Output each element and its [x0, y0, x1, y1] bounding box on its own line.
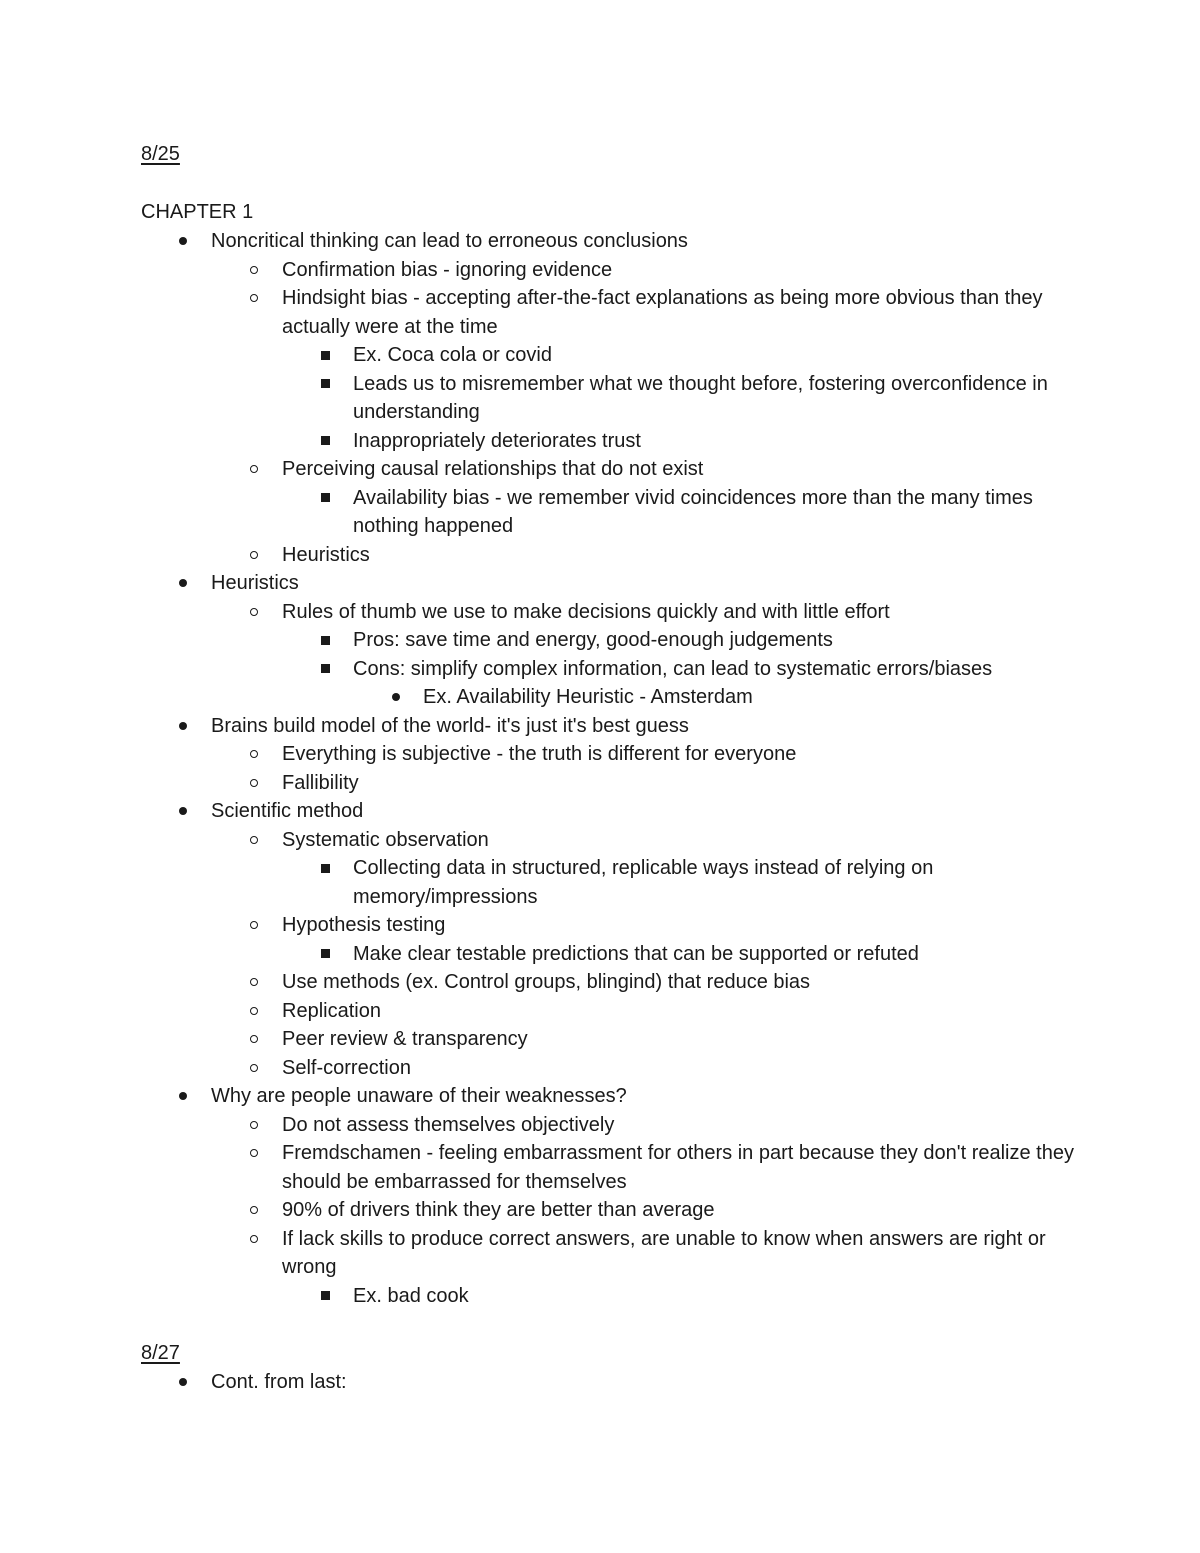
chapter-heading: CHAPTER 1: [141, 201, 254, 223]
list-item-text: If lack skills to produce correct answers, are unable to know when answers are right or wrong: [282, 1227, 1046, 1278]
bullet-mark: [179, 1092, 187, 1100]
hollow-circle-icon: [244, 541, 264, 570]
list-item: [141, 1111, 1101, 1140]
bullet-mark: [250, 1235, 258, 1243]
list-item: [141, 854, 1101, 911]
list-item-text: Replication: [282, 999, 381, 1022]
list-item-text: Make clear testable predictions that can be supported or refuted: [353, 942, 919, 965]
hollow-circle-icon: [244, 256, 264, 285]
list-item: [141, 655, 1101, 684]
list-item: [141, 1054, 1101, 1083]
list-item-text: Ex. Coca cola or covid: [353, 344, 552, 366]
list-item-text: Fremdschamen - feeling embarrassment for others in part because they don't realize they should be embarrassed for themselves: [282, 1142, 1074, 1193]
bullet-mark: [250, 1149, 258, 1157]
hollow-circle-icon: [244, 1196, 264, 1225]
list-item-text: Rules of thumb we use to make decisions quickly and with little effort: [282, 600, 890, 623]
hollow-circle-icon: [244, 740, 264, 769]
list-item: [141, 1368, 1101, 1397]
list-item: [141, 797, 1101, 826]
list-item-text: Cons: simplify complex information, can lead to systematic errors/biases: [353, 657, 993, 680]
filled-square-icon: [315, 655, 335, 684]
list-item: [141, 1282, 1101, 1311]
blank-line: [141, 1310, 1101, 1339]
bullet-mark: [250, 779, 258, 787]
section-date: 8/25: [141, 143, 180, 165]
list-item-text: Inappropriately deteriorates trust: [353, 429, 641, 452]
hollow-circle-icon: [244, 997, 264, 1026]
filled-square-icon: [315, 341, 335, 370]
list-item-text: Why are people unaware of their weaknesses?: [211, 1085, 627, 1107]
list-item-text: Cont. from last:: [211, 1371, 347, 1393]
hollow-circle-icon: [244, 455, 264, 484]
bullet-mark: [250, 836, 258, 844]
hollow-circle-icon: [244, 1111, 264, 1140]
hollow-circle-icon: [244, 284, 264, 313]
bullet-mark: [250, 608, 258, 616]
filled-circle-icon: [173, 569, 193, 598]
filled-circle-icon: [386, 683, 406, 712]
list-item-text: Leads us to misremember what we thought before, fostering overconfidence in understanding: [353, 372, 1048, 423]
list-item: [141, 227, 1101, 256]
bullet-mark: [179, 722, 187, 730]
list-item: [141, 826, 1101, 855]
list-item-text: Heuristics: [282, 543, 370, 566]
bullet-mark: [250, 1035, 258, 1043]
list-item: [141, 1025, 1101, 1054]
bullet-mark: [321, 949, 330, 958]
list-item: [141, 541, 1101, 570]
list-item-text: Perceiving causal relationships that do not exist: [282, 458, 704, 480]
bullet-mark: [179, 579, 187, 587]
bullet-mark: [250, 294, 258, 302]
filled-square-icon: [315, 854, 335, 883]
hollow-circle-icon: [244, 769, 264, 798]
filled-square-icon: [315, 370, 335, 399]
list-item-text: Heuristics: [211, 572, 299, 594]
list-item: [141, 370, 1101, 427]
bullet-mark: [250, 1064, 258, 1072]
filled-circle-icon: [173, 712, 193, 741]
list-item-text: Noncritical thinking can lead to erroneous conclusions: [211, 230, 688, 252]
list-item-text: Ex. bad cook: [353, 1284, 469, 1307]
list-item: [141, 911, 1101, 940]
list-item: [141, 455, 1101, 484]
bullet-mark: [250, 750, 258, 758]
list-item-text: Use methods (ex. Control groups, blingind) that reduce bias: [282, 971, 811, 993]
list-item-text: Fallibility: [282, 771, 359, 794]
list-item: [141, 683, 1101, 712]
list-item-text: Peer review & transparency: [282, 1028, 528, 1050]
list-item-text: Collecting data in structured, replicable ways instead of relying on memory/impressions: [353, 857, 934, 908]
list-item: [141, 598, 1101, 627]
list-item: [141, 256, 1101, 285]
filled-square-icon: [315, 626, 335, 655]
list-item: [141, 284, 1101, 341]
hollow-circle-icon: [244, 1054, 264, 1083]
list-item: [141, 740, 1101, 769]
list-item-text: Hypothesis testing: [282, 914, 446, 936]
list-item-text: Ex. Availability Heuristic - Amsterdam: [423, 686, 753, 708]
hollow-circle-icon: [244, 968, 264, 997]
filled-square-icon: [315, 427, 335, 456]
hollow-circle-icon: [244, 911, 264, 940]
filled-circle-icon: [173, 227, 193, 256]
list-item-text: Brains build model of the world- it's just it's best guess: [211, 714, 689, 737]
list-item: [141, 712, 1101, 741]
bullet-mark: [250, 551, 258, 559]
list-item-text: Self-correction: [282, 1056, 411, 1079]
bullet-mark: [179, 1378, 187, 1386]
filled-square-icon: [315, 1282, 335, 1311]
bullet-mark: [250, 465, 258, 473]
hollow-circle-icon: [244, 1139, 264, 1168]
bullet-mark: [250, 921, 258, 929]
list-item: [141, 940, 1101, 969]
list-item: [141, 968, 1101, 997]
hollow-circle-icon: [244, 1025, 264, 1054]
list-item-text: Systematic observation: [282, 828, 489, 851]
list-item: [141, 1139, 1101, 1196]
section-date: 8/27: [141, 1342, 180, 1364]
list-item-text: Availability bias - we remember vivid coincidences more than the many times nothing happened: [353, 486, 1033, 537]
filled-square-icon: [315, 940, 335, 969]
list-item: [141, 569, 1101, 598]
list-item: [141, 997, 1101, 1026]
list-item-text: Everything is subjective - the truth is different for everyone: [282, 743, 797, 765]
list-item-text: Hindsight bias - accepting after-the-fact explanations as being more obvious than they actually were at the time: [282, 287, 1043, 338]
notes-document: [141, 140, 1101, 1397]
bullet-mark: [392, 693, 400, 701]
list-item: [141, 769, 1101, 798]
list-item-text: Do not assess themselves objectively: [282, 1113, 615, 1136]
list-item-text: Scientific method: [211, 800, 364, 822]
notes-section-8-25: [141, 140, 1101, 1310]
bullet-mark: [179, 807, 187, 815]
bullet-mark: [321, 493, 330, 502]
bullet-mark: [250, 978, 258, 986]
list-item: [141, 341, 1101, 370]
filled-circle-icon: [173, 1082, 193, 1111]
list-item-text: Pros: save time and energy, good-enough judgements: [353, 629, 833, 651]
blank-line: [141, 169, 1101, 198]
bullet-mark: [321, 379, 330, 388]
list-item: [141, 1225, 1101, 1282]
bullet-mark: [321, 664, 330, 673]
bullet-mark: [321, 636, 330, 645]
bullet-mark: [321, 1291, 330, 1300]
bullet-mark: [250, 1206, 258, 1214]
hollow-circle-icon: [244, 826, 264, 855]
hollow-circle-icon: [244, 598, 264, 627]
list-item: [141, 1196, 1101, 1225]
list-item-text: 90% of drivers think they are better than average: [282, 1199, 715, 1221]
bullet-list: [141, 227, 1101, 1310]
bullet-mark: [321, 436, 330, 445]
list-item: [141, 626, 1101, 655]
notes-section-8-27: [141, 1339, 1101, 1397]
list-item: [141, 1082, 1101, 1111]
bullet-mark: [321, 864, 330, 873]
bullet-mark: [250, 266, 258, 274]
filled-square-icon: [315, 484, 335, 513]
bullet-mark: [321, 351, 330, 360]
bullet-list: [141, 1368, 1101, 1397]
list-item: [141, 427, 1101, 456]
list-item-text: Confirmation bias - ignoring evidence: [282, 258, 613, 281]
bullet-mark: [250, 1121, 258, 1129]
bullet-mark: [179, 237, 187, 245]
filled-circle-icon: [173, 1368, 193, 1397]
hollow-circle-icon: [244, 1225, 264, 1254]
filled-circle-icon: [173, 797, 193, 826]
bullet-mark: [250, 1007, 258, 1015]
list-item: [141, 484, 1101, 541]
